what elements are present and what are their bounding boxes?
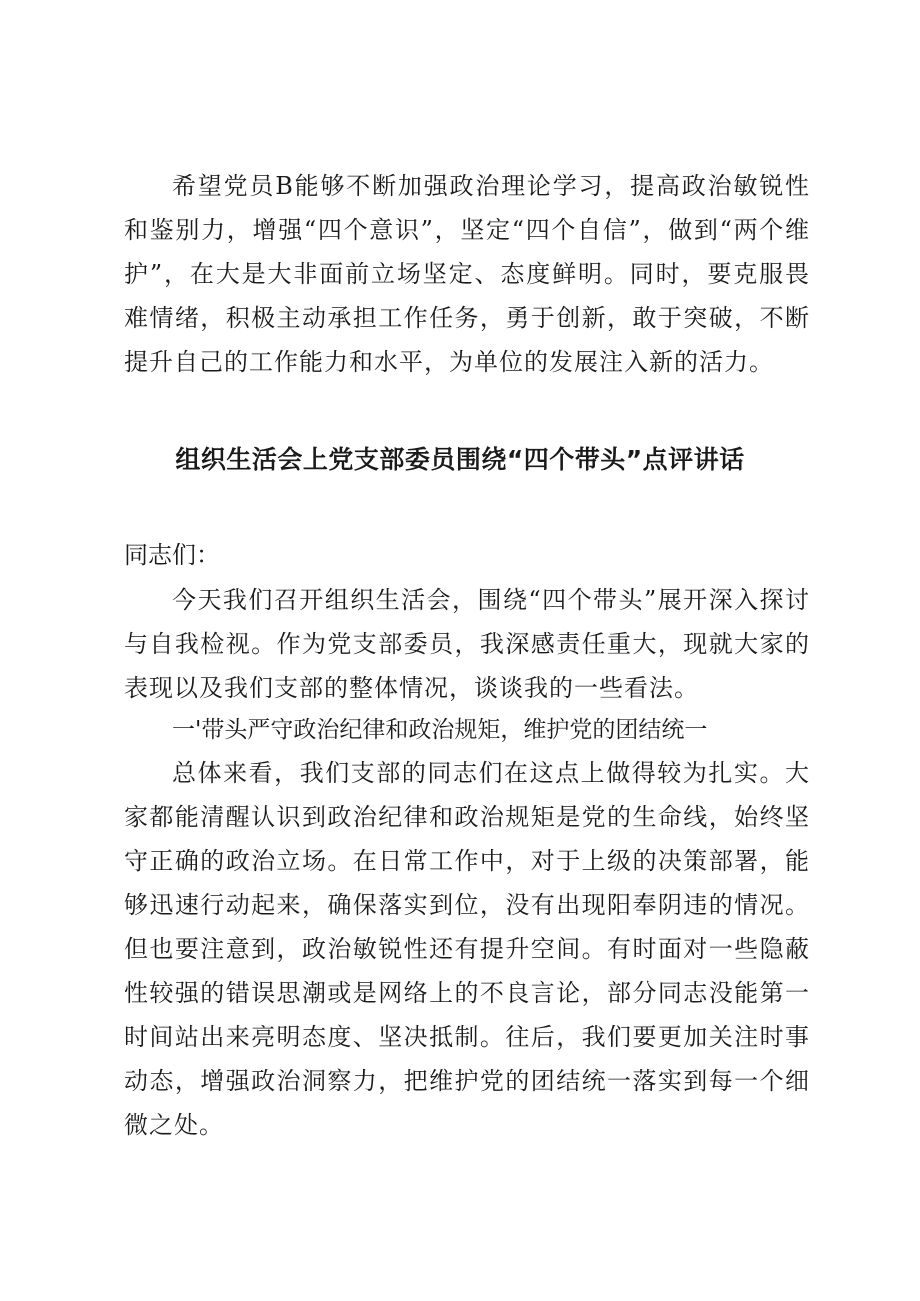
salutation: 同志们： bbox=[124, 541, 220, 569]
section-1-paragraph: 总体来看，我们支部的同志们在这点上做得较为扎实。大家都能清醒认识到政治纪律和政治规矩是党的生命线，始终坚守正确的政治立场。在日常工作中，对于上级的决策部署，能够迅速行动起来，确保落实到位，没有出现阳奉阴违的情况。但也要注意到，政治敏锐性还有提升空间。有时面对一些隐蔽性较强的错误思潮或是网络上的不良言论，部分同志没能第一时间站出来亮明态度、坚决抵制。往后，我们要更加关注时事动态，增强政治洞察力，把维护党的团结统一落实到每一个细微之处。 bbox=[124, 759, 810, 1139]
document-title: 组织生活会上党支部委员围绕“四个带头”点评讲话 bbox=[175, 445, 745, 474]
intro-paragraph: 希望党员B能够不断加强政治理论学习，提高政治敏锐性和鉴别力，增强“四个意识”，坚定“四个自信”，做到“两个维护”，在大是大非面前立场坚定、态度鲜明。同时，要克服畏难情绪，积极主动承担工作任务，勇于创新，敢于突破，不断提升自己的工作能力和水平，为单位的发展注入新的活力。 bbox=[124, 172, 810, 376]
section-heading-1: 一'带头严守政治纪律和政治规矩，维护党的团结统一 bbox=[172, 717, 708, 743]
opening-paragraph: 今天我们召开组织生活会，围绕“四个带头”展开深入探讨与自我检视。作为党支部委员，我深感责任重大，现就大家的表现以及我们支部的整体情况，谈谈我的一些看法。 bbox=[124, 586, 810, 702]
